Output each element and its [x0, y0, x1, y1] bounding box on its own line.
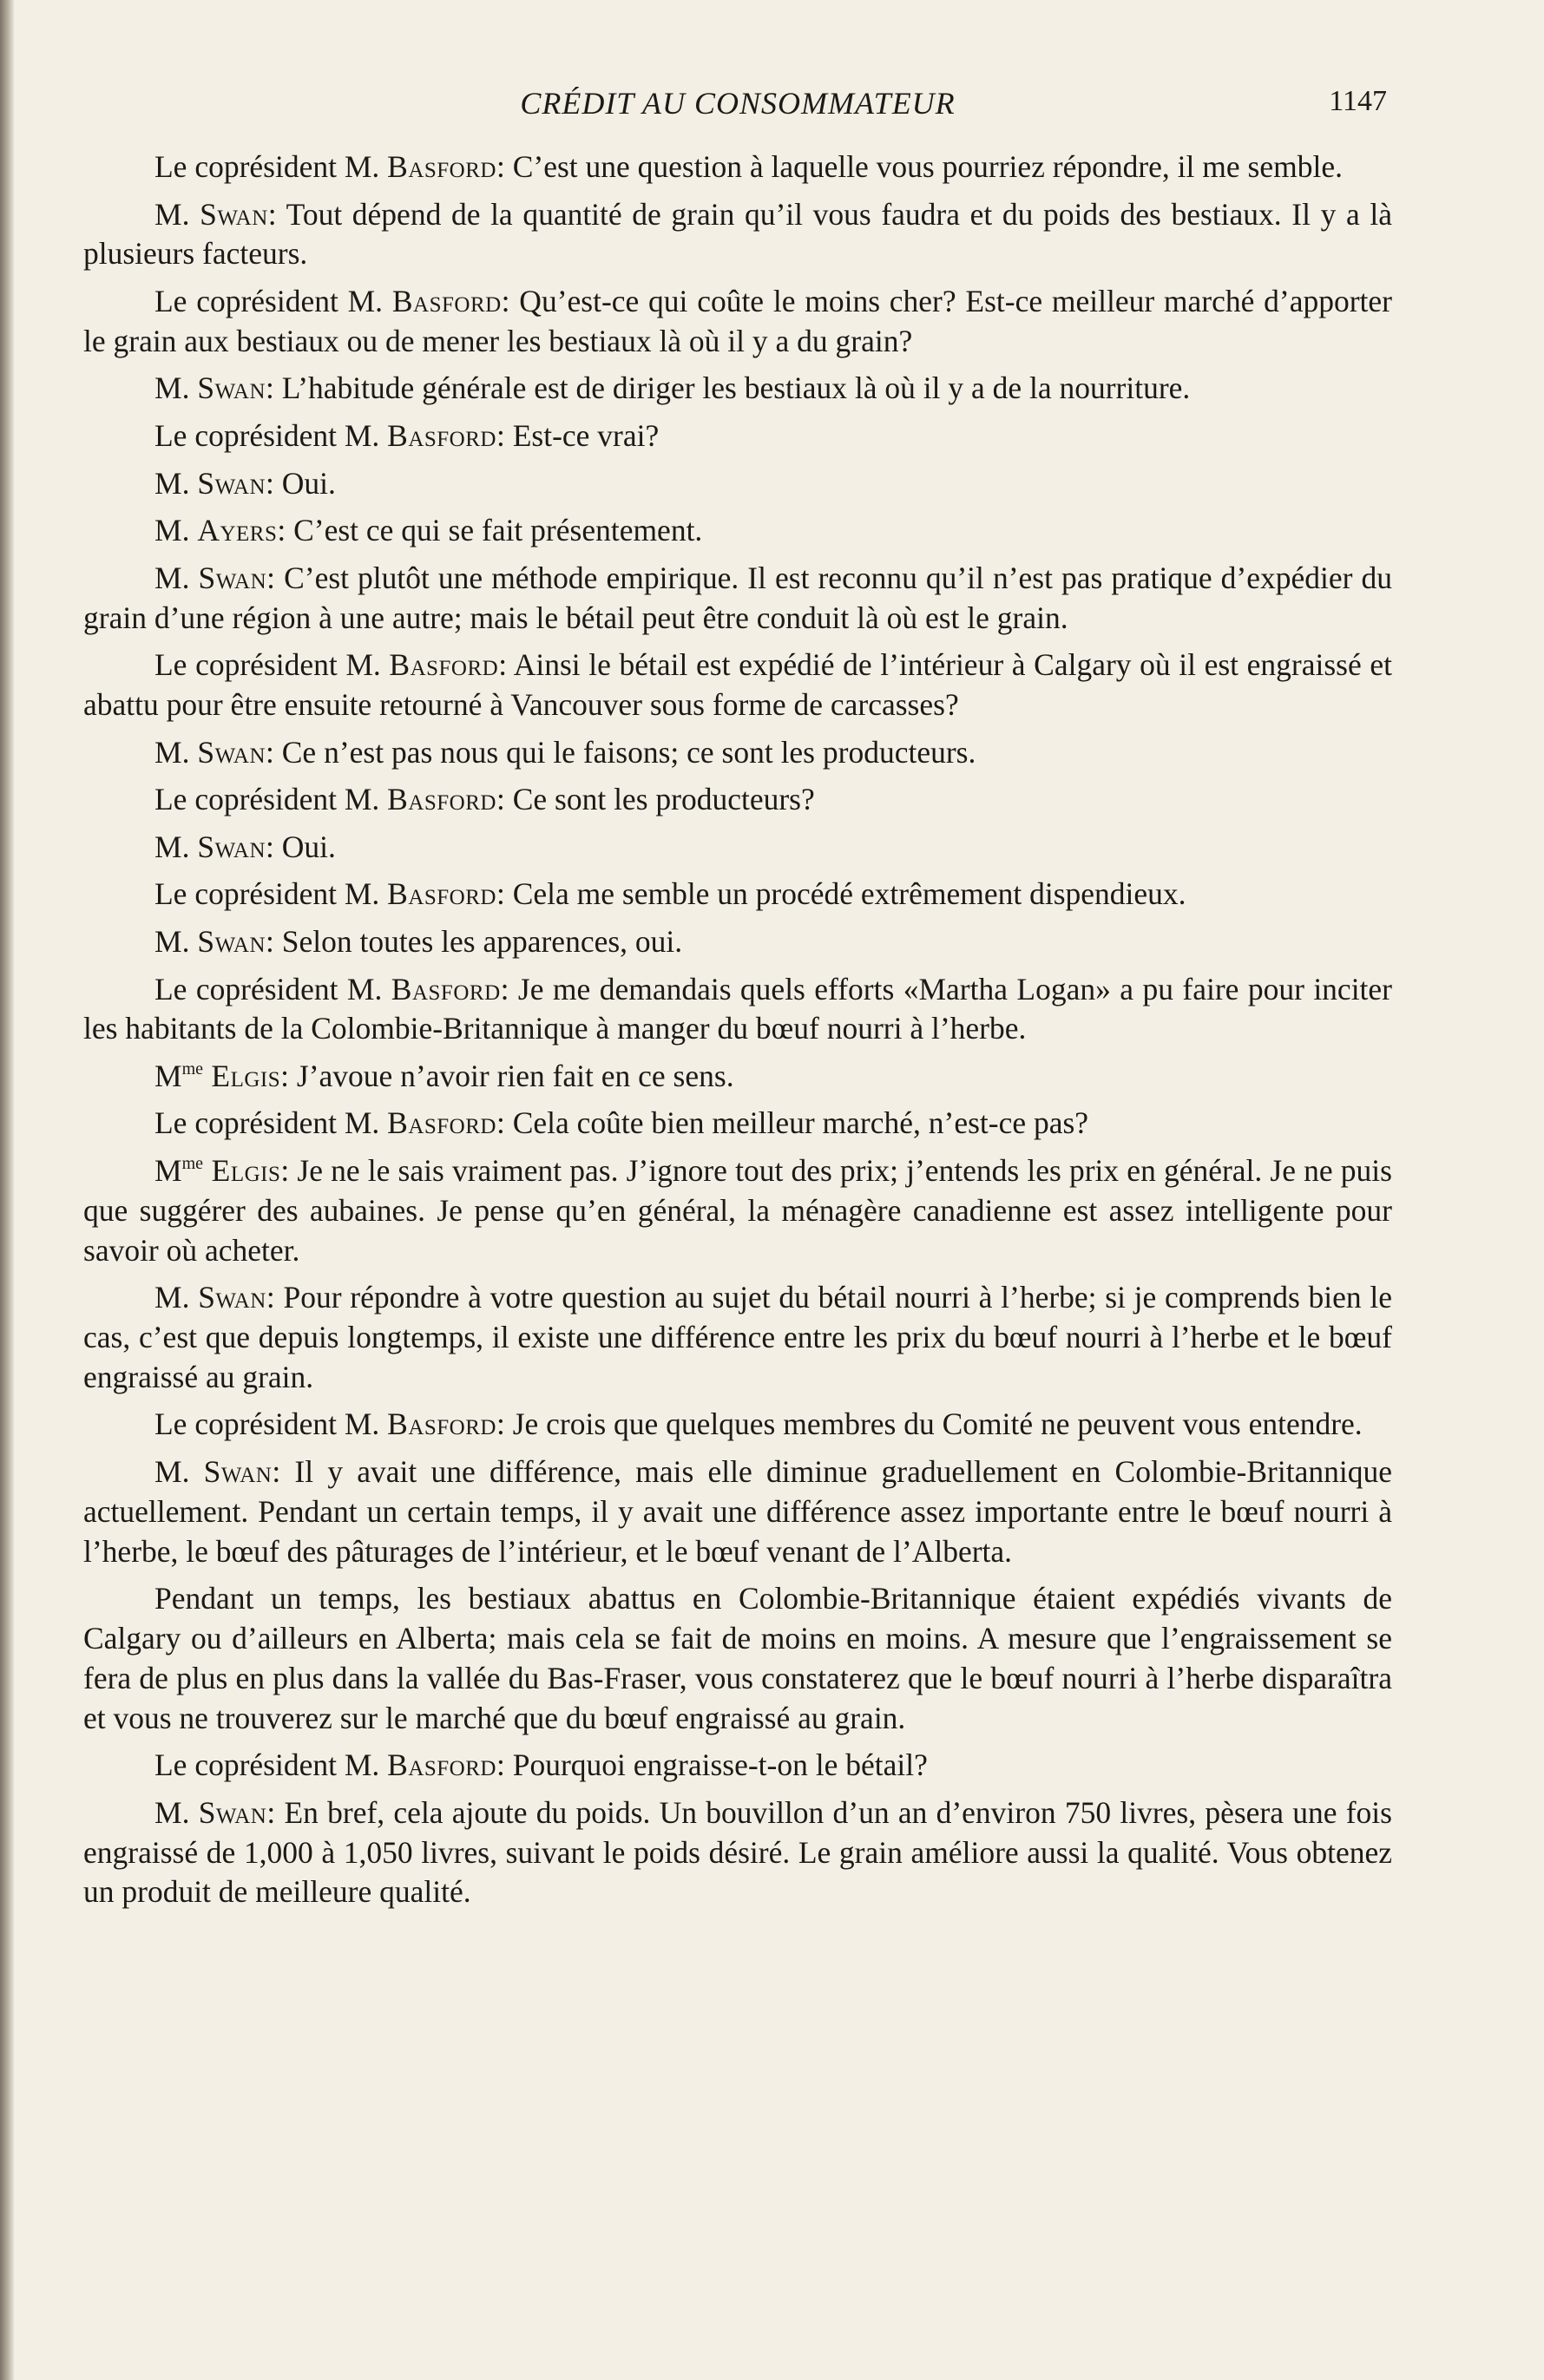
speaker-name: Swan [197, 734, 266, 770]
page-binding-edge [0, 0, 14, 2380]
transcript-paragraph [83, 282, 1392, 362]
speaker-name: Basford [391, 283, 502, 318]
speaker-prefix: M. [154, 1454, 204, 1490]
speaker-title-superscript: me [181, 1059, 204, 1079]
paragraph-text: : Je crois que quelques membres du Comité ne peuvent vous entendre. [496, 1406, 1363, 1442]
transcript-paragraph [83, 1104, 1392, 1144]
speaker-prefix: Le coprésident M. [154, 876, 388, 912]
transcript-paragraph [83, 1278, 1392, 1397]
transcript-paragraph [83, 1579, 1392, 1738]
speaker-prefix: Le coprésident M. [154, 417, 388, 453]
transcript-body [83, 148, 1392, 1912]
running-header [83, 62, 1392, 137]
paragraph-text: : J’avoue n’avoir rien fait en ce sens. [280, 1058, 734, 1093]
paragraph-text: : Est-ce vrai? [496, 417, 660, 453]
speaker-name: Basford [387, 1105, 496, 1141]
speaker-name: Basford [387, 876, 496, 912]
speaker-prefix: Le coprésident M. [154, 149, 388, 184]
paragraph-text: : Ce n’est pas nous qui le faisons; ce sont les producteurs. [266, 734, 976, 770]
speaker-prefix: Le coprésident M. [154, 283, 392, 318]
speaker-prefix: M. [154, 196, 200, 232]
transcript-paragraph [83, 780, 1392, 820]
speaker-prefix: M. [154, 370, 198, 406]
speaker-prefix: M. [154, 1794, 199, 1830]
paragraph-text: Pendant un temps, les bestiaux abattus en Colombie-Britannique étaient expédiés vivants de Calgary ou d’ailleurs en Alberta; mais cela se fait de moins en moins. A mesure que l’engraissement se fera de plus en plus dans la vallée du Bas-Fraser, vous constaterez que le bœuf nourri à l’herbe disparaîtra et vous ne trouverez sur le marché que du bœuf engraissé au grain. [83, 1581, 1392, 1735]
paragraph-text: : Ce sont les producteurs? [496, 782, 815, 817]
speaker-name: Basford [387, 149, 496, 184]
transcript-paragraph [83, 646, 1392, 725]
transcript-paragraph [83, 559, 1392, 639]
speaker-prefix: M. [154, 923, 198, 959]
transcript-paragraph [83, 1746, 1392, 1786]
paragraph-text: : Oui. [266, 829, 336, 864]
speaker-prefix: Le coprésident M. [154, 647, 390, 683]
speaker-name: Swan [200, 196, 268, 232]
speaker-name: Swan [198, 1280, 266, 1315]
speaker-name: Swan [197, 370, 266, 406]
speaker-prefix: Le coprésident M. [154, 1105, 388, 1141]
paragraph-text: : Selon toutes les apparences, oui. [266, 923, 683, 959]
speaker-prefix: Le coprésident M. [154, 782, 388, 817]
speaker-name: Basford [387, 782, 496, 817]
speaker-prefix: M. [154, 465, 198, 501]
speaker-name: Ayers [197, 513, 278, 548]
speaker-name: Swan [198, 560, 267, 595]
document-page [83, 62, 1392, 1920]
paragraph-text: : C’est plutôt une méthode empirique. Il est reconnu qu’il n’est pas pratique d’expédier du grain d’une région à une autre; mais le bétail peut être conduit là où est le grain. [83, 560, 1392, 635]
speaker-prefix: M. [154, 734, 198, 770]
paragraph-text: : Oui. [266, 465, 336, 501]
paragraph-text: : Cela coûte bien meilleur marché, n’est-ce pas? [496, 1105, 1089, 1141]
speaker-prefix: M. [154, 829, 198, 864]
speaker-name: Elgis [203, 1058, 281, 1093]
transcript-paragraph [83, 464, 1392, 504]
transcript-paragraph [83, 970, 1392, 1050]
paragraph-text: : Pourquoi engraisse-t-on le bétail? [496, 1747, 928, 1783]
paragraph-text: : Tout dépend de la quantité de grain qu’il vous faudra et du poids des bestiaux. Il y a là plusieurs facteurs. [83, 196, 1392, 272]
paragraph-text: : C’est ce qui se fait présentement. [277, 513, 703, 548]
speaker-name: Swan [198, 1794, 267, 1830]
speaker-prefix: M. [154, 513, 198, 548]
transcript-paragraph [83, 733, 1392, 773]
paragraph-text: : En bref, cela ajoute du poids. Un bouvillon d’un an d’environ 750 livres, pèsera une fois engraissé de 1,000 à 1,050 livres, suivant le poids désiré. Le grain améliore aussi la qualité. Vous obtenez un produit de meilleure qualité. [83, 1794, 1392, 1910]
speaker-prefix: M. [154, 560, 199, 595]
speaker-name: Swan [197, 923, 266, 959]
transcript-paragraph [83, 511, 1392, 551]
speaker-title-superscript: me [181, 1154, 204, 1174]
paragraph-text: : Pour répondre à votre question au sujet du bétail nourri à l’herbe; si je comprends bien le cas, c’est que depuis longtemps, il existe une différence entre les prix du bœuf nourri à l’herbe et le bœuf engraissé au grain. [83, 1280, 1392, 1394]
paragraph-text: : C’est une question à laquelle vous pourriez répondre, il me semble. [496, 149, 1343, 184]
speaker-name: Basford [391, 971, 501, 1006]
transcript-paragraph [83, 1452, 1392, 1571]
transcript-paragraph [83, 922, 1392, 962]
speaker-prefix: M [154, 1153, 182, 1189]
speaker-name: Basford [387, 1406, 496, 1442]
paragraph-text: : Je me demandais quels efforts «Martha Logan» a pu faire pour inciter les habitants de la Colombie-Britannique à manger du bœuf nourri à l’herbe. [83, 971, 1392, 1046]
transcript-paragraph [83, 875, 1392, 915]
speaker-name: Basford [387, 1747, 496, 1783]
transcript-paragraph [83, 1405, 1392, 1445]
speaker-name: Swan [197, 829, 266, 864]
transcript-paragraph [83, 828, 1392, 868]
transcript-paragraph [83, 148, 1392, 187]
transcript-paragraph [83, 195, 1392, 275]
speaker-name: Basford [389, 647, 499, 683]
speaker-name: Elgis [203, 1153, 281, 1189]
running-title: CRÉDIT AU CONSOMMATEUR [520, 86, 956, 121]
speaker-prefix: Le coprésident M. [154, 971, 391, 1006]
transcript-paragraph [83, 1151, 1392, 1270]
speaker-name: Basford [387, 417, 496, 453]
speaker-name: Swan [203, 1454, 273, 1490]
speaker-prefix: M [154, 1058, 182, 1093]
transcript-paragraph [83, 369, 1392, 409]
paragraph-text: : L’habitude générale est de diriger les bestiaux là où il y a de la nourriture. [266, 370, 1191, 406]
speaker-name: Swan [197, 465, 266, 501]
paragraph-text: : Cela me semble un procédé extrêmement dispendieux. [496, 876, 1186, 912]
transcript-paragraph [83, 416, 1392, 456]
speaker-prefix: M. [154, 1280, 199, 1315]
transcript-paragraph [83, 1793, 1392, 1912]
paragraph-text: : Il y avait une différence, mais elle diminue graduellement en Colombie-Britannique actuellement. Pendant un certain temps, il y avait une différence assez importante entre le bœuf nourri à l’herbe, le bœuf des pâturages de l’intérieur, et le bœuf venant de l’Alberta. [83, 1454, 1392, 1569]
speaker-prefix: Le coprésident M. [154, 1406, 388, 1442]
transcript-paragraph [83, 1057, 1392, 1097]
speaker-prefix: Le coprésident M. [154, 1747, 388, 1783]
paragraph-text: : Je ne le sais vraiment pas. J’ignore tout des prix; j’entends les prix en général. Je ne puis que suggérer des aubaines. Je pense qu’en général, la ménagère canadienne est assez intelligente pour savoir où acheter. [83, 1153, 1392, 1268]
paragraph-text: : Qu’est-ce qui coûte le moins cher? Est-ce meilleur marché d’apporter le grain aux bestiaux ou de mener les bestiaux là où il y a du grain? [83, 283, 1393, 358]
paragraph-text: : Ainsi le bétail est expédié de l’intérieur à Calgary où il est engraissé et abattu pour être ensuite retourné à Vancouver sous forme de carcasses? [83, 647, 1393, 722]
page-number: 1147 [1329, 85, 1387, 117]
